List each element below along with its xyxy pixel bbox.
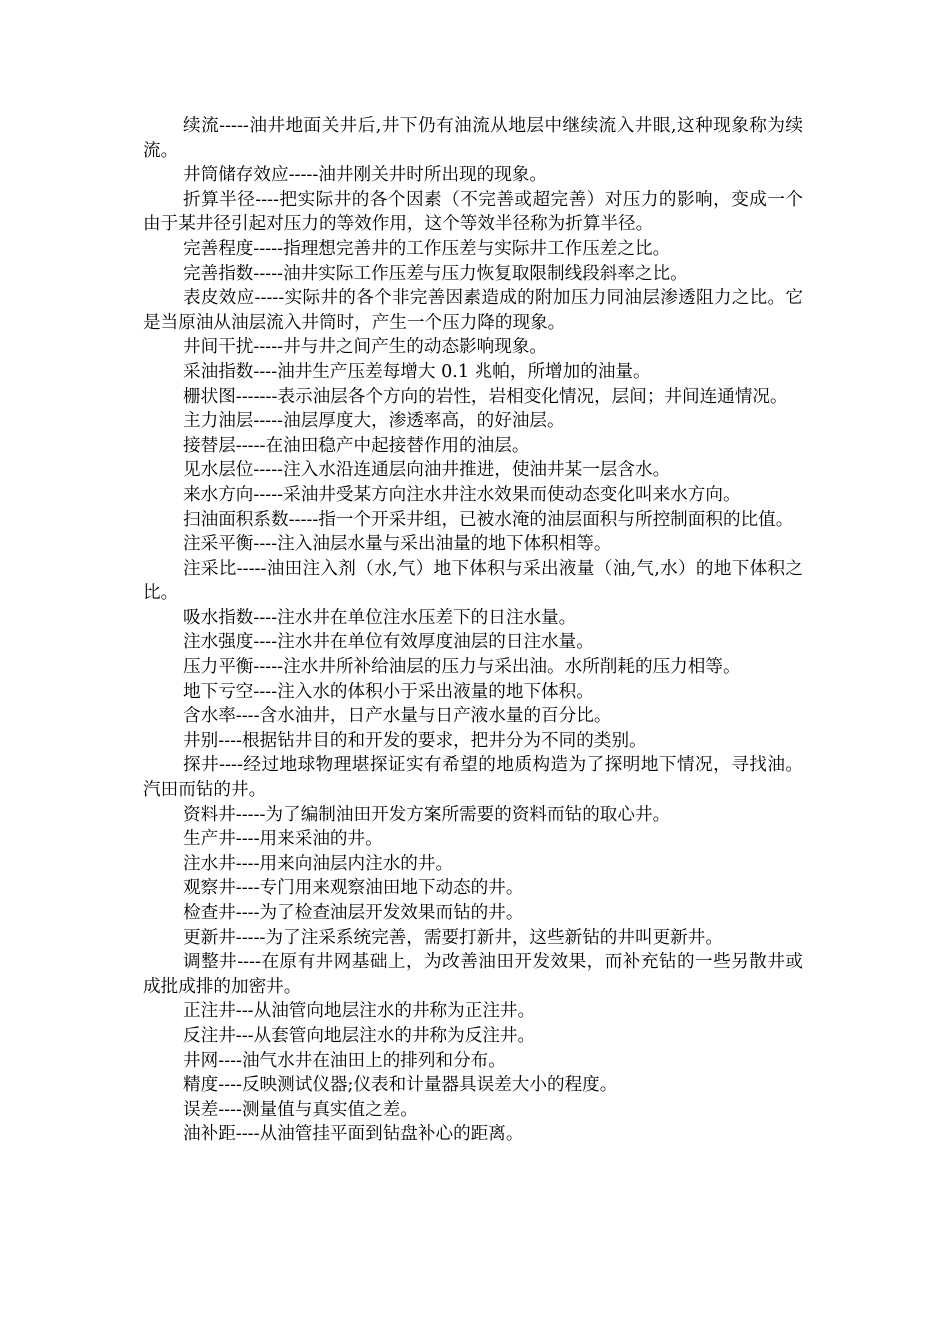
definition-paragraph: 扫油面积系数-----指一个开采井组，已被水淹的油层面积与所控制面积的比值。 xyxy=(183,509,794,530)
definition-paragraph: 调整井----在原有井网基础上，为改善油田开发效果，而补充钻的一些另散井或成批成排的加密井。 xyxy=(143,952,803,997)
definition-paragraph: 注水强度----注水井在单位有效厚度油层的日注水量。 xyxy=(183,632,594,653)
definition-paragraph: 地下亏空----注入水的体积小于采出液量的地下体积。 xyxy=(183,681,594,702)
definition-paragraph: 井别----根据钻井目的和开发的要求，把井分为不同的类别。 xyxy=(183,730,647,751)
definition-paragraph: 正注井---从油管向地层注水的井称为正注井。 xyxy=(183,1001,536,1022)
definition-paragraph: 续流-----油井地面关井后,井下仍有油流从地层中继续流入井眼,这种现象称为续流。 xyxy=(143,116,803,161)
definition-paragraph: 更新井-----为了注采系统完善，需要打新井，这些新钻的井叫更新井。 xyxy=(183,927,723,948)
definition-paragraph: 井网----油气水井在油田上的排列和分布。 xyxy=(183,1050,506,1071)
definition-paragraph: 精度----反映测试仪器;仪表和计量器具误差大小的程度。 xyxy=(183,1075,618,1096)
definition-paragraph: 注采比-----油田注入剂（水,气）地下体积与采出液量（油,气,水）的地下体积之比。 xyxy=(143,558,803,604)
definition-paragraph: 油补距----从油管挂平面到钻盘补心的距离。 xyxy=(183,1124,524,1145)
definition-paragraph: 注水井----用来向油层内注水的井。 xyxy=(183,853,454,874)
definition-paragraph: 折算半径----把实际井的各个因素（不完善或超完善）对压力的影响，变成一个由于某井径引起对压力的等效作用，这个等效半径称为折算半径。 xyxy=(143,189,803,235)
definition-paragraph: 压力平衡-----注水井所补给油层的压力与采出油。水所削耗的压力相等。 xyxy=(183,657,741,678)
definition-paragraph: 表皮效应-----实际井的各个非完善因素造成的附加压力同油层渗透阻力之比。它是当原油从油层流入井筒时，产生一个压力降的现象。 xyxy=(143,288,803,333)
document-body xyxy=(143,114,803,1147)
definition-paragraph: 接替层-----在油田稳产中起接替作用的油层。 xyxy=(183,435,530,456)
definition-paragraph: 见水层位-----注入水沿连通层向油井推进，使油井某一层含水。 xyxy=(183,460,671,481)
definition-paragraph: 井筒储存效应-----油井刚关井时所出现的现象。 xyxy=(183,165,548,186)
definition-paragraph: 主力油层-----油层厚度大，渗透率高，的好油层。 xyxy=(183,411,565,432)
definition-paragraph: 反注井---从套管向地层注水的井称为反注井。 xyxy=(183,1025,536,1046)
definition-paragraph: 井间干扰-----井与井之间产生的动态影响现象。 xyxy=(183,337,548,358)
definition-paragraph: 检查井----为了检查油层开发效果而钻的井。 xyxy=(183,903,524,923)
definition-paragraph: 误差----测量值与真实值之差。 xyxy=(183,1099,418,1120)
definition-paragraph: 栅状图-------表示油层各个方向的岩性，岩相变化情况，层间；井间连通情况。 xyxy=(183,386,788,407)
definition-paragraph: 吸水指数----注水井在单位注水压差下的日注水量。 xyxy=(183,607,577,628)
definition-paragraph: 来水方向-----采油井受某方向注水井注水效果而使动态变化叫来水方向。 xyxy=(183,484,741,505)
definition-paragraph: 资料井-----为了编制油田开发方案所需要的资料而钻的取心井。 xyxy=(183,804,671,825)
definition-paragraph: 探井----经过地球物理堪探证实有希望的地质构造为了探明地下情况，寻找油。汽田而钻的井。 xyxy=(143,755,803,801)
definition-paragraph: 注采平衡----注入油层水量与采出油量的地下体积相等。 xyxy=(183,534,612,555)
definition-paragraph: 完善指数-----油井实际工作压差与压力恢复取限制线段斜率之比。 xyxy=(183,263,688,284)
definition-paragraph: 含水率----含水油井，日产水量与日产液水量的百分比。 xyxy=(183,706,612,727)
definition-paragraph: 采油指数----油井生产压差每增大 0.1 兆帕，所增加的油量。 xyxy=(183,361,651,382)
definition-paragraph: 观察井----专门用来观察油田地下动态的井。 xyxy=(183,878,524,899)
definition-paragraph: 生产井----用来采油的井。 xyxy=(183,829,383,850)
definition-paragraph: 完善程度-----指理想完善井的工作压差与实际井工作压差之比。 xyxy=(183,238,671,259)
